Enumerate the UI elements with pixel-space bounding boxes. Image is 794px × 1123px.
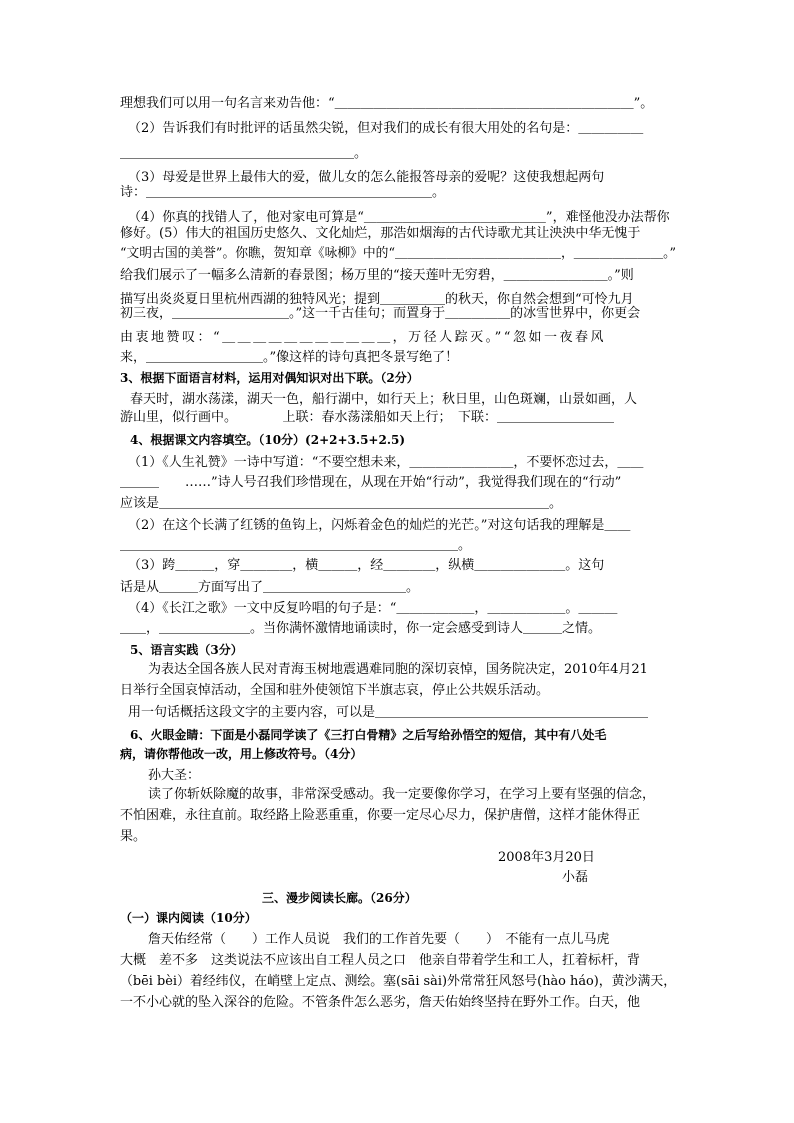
section-heading: 4、根据课文内容填空。（10分）(2+2+3.5+2.5) [130,433,406,447]
text-line: 由衷地赞叹：“＿＿＿＿＿＿＿＿＿＿＿，万径人踪灭。”“忽如一夜春风 [120,330,606,345]
text-line: 为表达全国各族人民对青海玉树地震遇难同胞的深切哀悼，国务院决定，2010年4月21 [148,662,648,677]
text-line: （4）你真的找错人了，他对家电可算是“＿＿＿＿＿＿＿＿＿＿＿＿＿＿”，难怪他没办法帮你 [128,210,670,225]
text-line: （bēi bèi）着经纬仪，在峭壁上定点、测绘。塞(sāi sài)外常常狂风怒号(hào háo)，黄沙满天， [120,974,677,989]
text-line: （3）母爱是世界上最伟大的爱，做儿女的怎么能报答母亲的爱呢？这使我想起两句 [128,170,605,185]
letter-signature: 小磊 [562,870,589,885]
text-line: （1）《人生礼赞》一诗中写道：“不要空想未来，＿＿＿＿＿＿＿＿，不要怀恋过去，＿＿ [128,455,644,470]
section-heading: 3、根据下面语言材料，运用对偶知识对出下联。（2分） [120,371,419,385]
text-line: 果。 [120,829,147,844]
text-line: 游山里，似行画中。 上联：春水荡漾船如天上行； 下联：＿＿＿＿＿＿＿＿＿ [120,410,615,425]
text-line: （3）跨＿＿＿，穿＿＿＿＿，横＿＿＿，经＿＿＿＿，纵横＿＿＿＿＿＿＿。这句 [128,558,605,573]
text-line: “文明古国的美誉”。你瞧，贺知章《咏柳》中的“＿＿＿＿＿＿＿＿＿＿＿＿＿，＿＿＿＿＿＿＿。” [120,246,677,261]
section-heading: 病，请你帮他改一改，用上修改符号。（4分） [120,747,363,761]
text-line: ＿＿＿＿＿＿＿＿＿＿＿＿＿＿＿＿＿＿＿＿＿＿＿＿＿＿。 [120,538,472,553]
text-line: （4）《长江之歌》一文中反复吟唱的句子是：“＿＿＿＿＿＿，＿＿＿＿＿＿。＿＿＿ [128,601,618,616]
text-line: 一不小心就的坠入深谷的危险。不管条件怎么恶劣，詹天佑始终坚持在野外工作。白天，他 [120,995,641,1010]
text-line: 詹天佑经常（ ）工作人员说 我们的工作首先要（ ） 不能有一点儿马虎 [148,932,610,947]
text-line: 读了你斩妖除魔的故事，非常深受感动。我一定要像你学习，在学习上要有坚强的信念， [148,787,656,802]
text-line: 春天时，湖水荡漾，湖天一色，船行湖中，如行天上；秋日里，山色斑斓，山景如画，人 [130,392,638,407]
text-line: 话是从＿＿＿方面写出了＿＿＿＿＿＿＿＿＿＿＿。 [120,580,420,595]
section-heading: 6、火眼金睛：下面是小磊同学读了《三打白骨精》之后写给孙悟空的短信，其中有八处毛 [130,728,607,742]
text-line: 修好。(5）伟大的祖国历史悠久、文化灿烂，那浩如烟海的古代诗歌尤其让泱泱中华无愧于 [120,226,641,241]
section-heading: 三、漫步阅读长廊。（26分） [262,891,417,905]
letter-date: 2008年3月20日 [498,850,595,865]
letter-salutation: 孙大圣： [148,768,201,783]
text-line: （2）在这个长满了红锈的鱼钩上，闪烁着金色的灿烂的光芒。”对这句话我的理解是＿＿ [128,518,631,533]
text-line: 诗：＿＿＿＿＿＿＿＿＿＿＿＿＿＿＿＿＿＿＿＿＿＿。 [120,185,446,200]
text-line: 不怕困难，永往直前。取经路上险恶重重，你要一定尽心尽力，保护唐僧，这样才能休得正 [120,808,641,823]
text-line: 应该是＿＿＿＿＿＿＿＿＿＿＿＿＿＿＿＿＿＿＿＿＿＿＿＿＿＿＿＿＿＿。 [120,496,563,511]
section-heading: 5、语言实践（3分） [130,643,243,657]
text-line: ＿＿＿ ……”诗人号召我们珍惜现在，从现在开始“行动”，我觉得我们现在的“行动” [120,475,622,490]
text-line: ＿＿，＿＿＿＿＿＿＿。当你满怀激情地诵读时，你一定会感受到诗人＿＿＿之情。 [120,621,602,636]
text-line: （2）告诉我们有时批评的话虽然尖锐，但对我们的成长有很大用处的名句是：＿＿＿＿＿ [128,121,644,136]
text-line: 给我们展示了一幅多么清新的春景图；杨万里的“接天莲叶无穷碧，＿＿＿＿＿＿＿＿。”则 [120,268,634,283]
text-line: 来，＿＿＿＿＿＿＿＿＿。”像这样的诗句真把冬景写绝了！ [120,350,459,365]
text-line: 理想我们可以用一句名言来劝告他：“＿＿＿＿＿＿＿＿＿＿＿＿＿＿＿＿＿＿＿＿＿＿＿”。 [120,96,654,111]
text-line: 用一句话概括这段文字的主要内容，可以是＿＿＿＿＿＿＿＿＿＿＿＿＿＿＿＿＿＿＿＿＿ [128,705,649,720]
text-line: 大概 差不多 这类说法不应该出自工程人员之口 他亲自带着学生和工人，扛着标杆，背 [120,953,641,968]
text-line: 初三夜，＿＿＿＿＿＿＿＿＿。”这一千古佳句；而置身于＿＿＿＿＿的冰雪世界中，你更会 [120,306,641,321]
text-line: 描写出炎炎夏日里杭州西湖的独特风光；提到＿＿＿＿＿的秋天，你自然会想到“可怜九月 [120,292,634,307]
section-heading: （一）课内阅读（10分） [120,911,257,925]
text-line: 日举行全国哀悼活动，全国和驻外使领馆下半旗志哀，停止公共娱乐活动。 [120,683,550,698]
text-line: ＿＿＿＿＿＿＿＿＿＿＿＿＿＿＿＿＿＿。 [120,146,368,161]
